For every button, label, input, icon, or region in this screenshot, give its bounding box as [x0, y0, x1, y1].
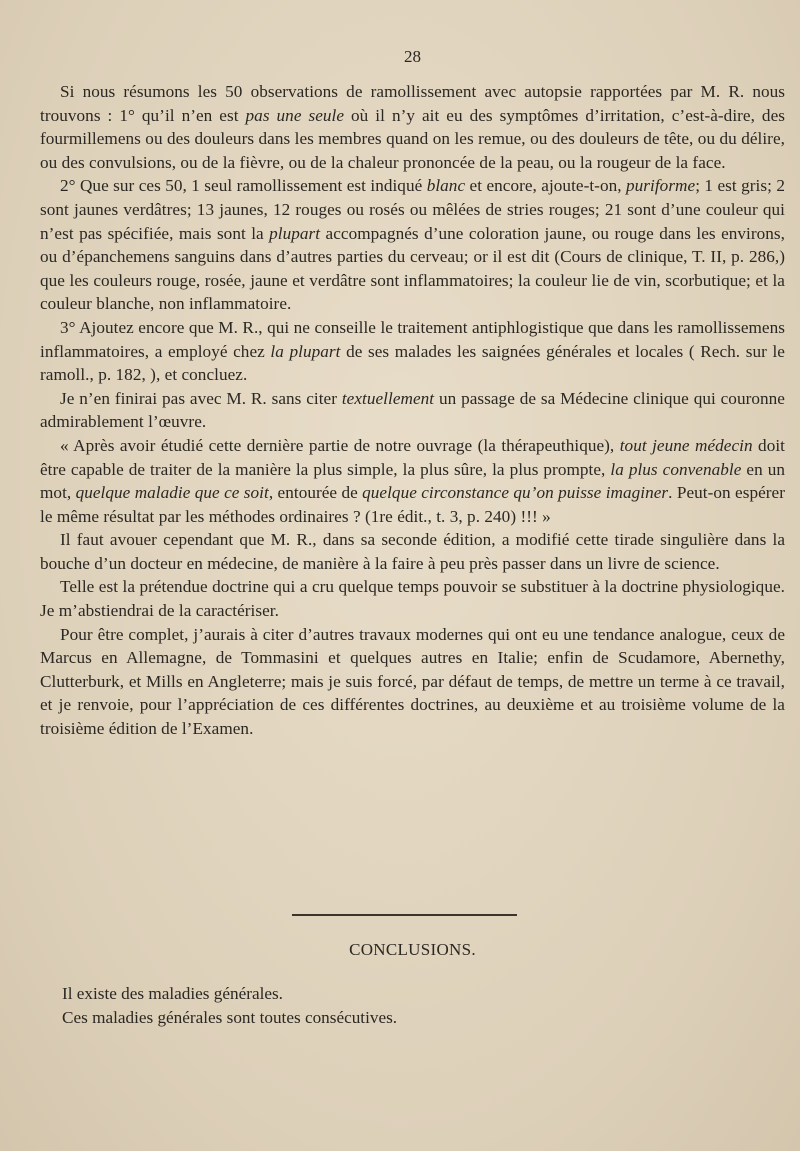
- text-run: Telle est la prétendue doctrine qui a cru quelque temps pouvoir se substituer à la doctrine physiologique. Je m’abstiendrai de la caractériser.: [40, 577, 785, 621]
- italic-text: quelque maladie que ce soit: [75, 483, 269, 503]
- conclusion-item: Il existe des maladies générales.: [62, 984, 283, 1003]
- paragraph: [40, 174, 785, 316]
- italic-text: plupart: [269, 223, 321, 243]
- text-run: , entourée de: [268, 483, 363, 503]
- italic-text: tout jeune médecin: [619, 435, 753, 455]
- italic-text: pas une seule: [245, 105, 345, 125]
- paragraph: [40, 316, 785, 387]
- text-run: 3° Ajoutez encore que M. R., qui ne conseille le traitement antiphlogistique que dans les ramollissemens inflammatoires, a employé chez: [40, 317, 785, 361]
- text-run: accompagnés d’une coloration jaune, ou rouge dans les environs, ou d’épanchemens sanguins dans d’autres parties du cerveau; or il est dit (Cours de clinique, T. II, p. 286,) que les couleurs rouge, rosée, jaune et verdâtre sont inflammatoires; la couleur lie de vin, scorbutique; et la couleur blanche, non inflammatoire.: [40, 223, 786, 314]
- italic-text: la plus convenable: [610, 459, 742, 479]
- text-run: Il faut avouer cependant que M. R., dans sa seconde édition, a modifié cette tirade singulière dans la bouche d’un docteur en médecine, de manière à la faire à peu près passer dans un livre de science.: [40, 530, 785, 573]
- text-run: . Peut-on espérer le même résultat par les méthodes ordinaires ? (1re édit., t. 3, p. 240) !!! »: [40, 483, 785, 526]
- paragraph: [40, 575, 785, 622]
- text-run: « Après avoir étudié cette dernière partie de notre ouvrage (la thérapeuthique),: [60, 435, 620, 455]
- text-run: un passage de sa Médecine clinique qui couronne admirablement l’œuvre.: [40, 388, 785, 432]
- conclusions-list: [62, 982, 762, 1030]
- text-run: et encore, ajoute-t-on,: [465, 176, 626, 196]
- section-heading: CONCLUSIONS.: [349, 940, 476, 959]
- section-divider: [292, 914, 517, 916]
- italic-text: la plupart: [270, 341, 341, 361]
- text-run: Je n’en finirai pas avec M. R. sans citer: [60, 388, 342, 408]
- paragraph: [40, 623, 785, 741]
- text-run: Si nous résumons les 50 observations de ramollissement avec autopsie rapportées par M. R. nous trouvons : 1° qu’il n’en est: [40, 82, 785, 125]
- paragraph: [40, 434, 785, 528]
- paragraph: [40, 387, 785, 434]
- italic-text: puriforme: [626, 176, 696, 196]
- italic-text: quelque circonstance qu’on puisse imaginer: [362, 483, 669, 503]
- text-run: 2° Que sur ces 50, 1 seul ramollissement est indiqué: [60, 176, 427, 196]
- text-run: où il n’y ait eu des symptômes d’irritation, c’est-à-dire, des fourmillemens ou des douleurs dans les membres quand on les remue, ou des douleurs de tête, ou du délire, ou des convulsions, ou de la fièvre, ou de la chaleur prononcée de la peau, ou la rougeur de la face.: [40, 105, 785, 172]
- text-run: de ses malades les saignées générales et locales ( Rech. sur le ramoll., p. 182, ), et concluez.: [40, 341, 785, 385]
- paragraph: [40, 80, 785, 174]
- text-run: ; 1 est gris; 2 sont jaunes verdâtres; 13 jaunes, 12 rouges ou rosés ou mêlées de stries rouges; 21 sont d’une couleur qui n’est pas spécifiée, mais sont la: [40, 176, 785, 243]
- italic-text: textuellement: [341, 388, 435, 408]
- conclusion-item: Ces maladies générales sont toutes consécutives.: [62, 1008, 398, 1027]
- text-run: en un mot,: [40, 459, 785, 503]
- text-run: Pour être complet, j’aurais à citer d’autres travaux modernes qui ont eu une tendance analogue, ceux de Marcus en Allemagne, de Tommasini et quelques autres en Italie; enfin de Scudamore, Abernethy, Clutterburk, et Mills en Angleterre; mais je suis forcé, par défaut de temps, de mettre un terme à ce travail, et je renvoie, pour l’appréciation de ces différentes doctrines, au deuxième et au troisième volume de la troisième édition de l’Examen.: [40, 624, 785, 739]
- paragraph: [40, 528, 785, 575]
- page-number: 28: [404, 47, 421, 66]
- text-run: doit être capable de traiter de la manière la plus simple, la plus sûre, la plus prompte,: [40, 435, 785, 479]
- body-text: [40, 80, 785, 741]
- italic-text: blanc: [426, 176, 466, 196]
